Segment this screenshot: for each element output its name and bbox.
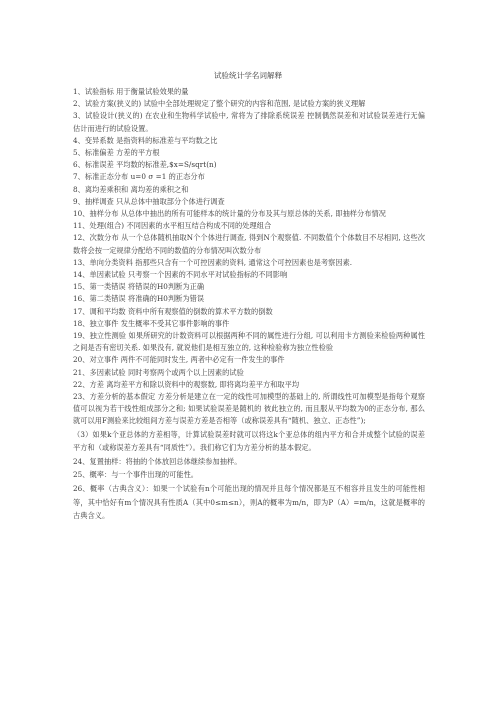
- paragraph-1: 1、试验指标 用于衡量试验效果的量: [73, 87, 189, 96]
- paragraph-23-3: （3）如果k个亚总体的方差相等，计算试验误差时就可以将这k个亚总体的组内平方和合并成整个试验的误差平方和（或称误差方差具有“同质性”）。我们称它们为方差分析的基本假定。: [73, 429, 425, 453]
- paragraph-4: 4、变异系数 是指资料的标准差与平均数之比: [73, 135, 218, 145]
- paragraph-15: 15、第一类错误 将错误的H0判断为正确: [73, 282, 205, 292]
- document-title: 试验统计学名词解释: [213, 71, 283, 80]
- paragraph-14: 14、单因素试验 只考察一个因素的不同水平对试验指标的不同影响: [73, 270, 288, 280]
- paragraph-12: 12、次数分布 从一个总体随机抽取N个个体进行调查, 得到N个观察值. 不同数值个个体数目不尽相同, 这些次数将会按一定规律分配给不同的数值的分布情况叫次数分布: [73, 233, 425, 255]
- paragraph-7: 7、标准正态分布 u=0 σ =1 的正态分布: [73, 172, 205, 182]
- paragraph-11: 11、处理(组合) 不同因素的水平相互结合构成不同的处理组合: [73, 221, 272, 231]
- paragraph-23: 23、方差分析的基本假定 方差分析是建立在一定的线性可加模型的基础上的, 所谓线性可加模型是指每个观察值可以视为若干线性组成部分之和; 如果试验误差是随机的 彼此独立的, 而且服从平均数为0的正态分布, 那么就可以用F测验来比较组间方差与误差方差是否相等（或称误差具有“随机、独立、正态性”);: [73, 392, 425, 426]
- paragraph-6: 6、标准误差 平均数的标准差,$x=S/sqrt(n): [73, 160, 217, 170]
- paragraph-17: 17、调和平均数 资料中所有观察值的倒数的算术平方数的倒数: [73, 306, 273, 316]
- paragraph-18: 18、独立事件 发生概率不受其它事件影响的事件: [73, 318, 230, 328]
- paragraph-2: 2、试验方案(狭义的) 试验中全部处理规定了整个研究的内容和范围, 是试验方案的狭义理解: [73, 99, 366, 109]
- paragraph-16: 16、第二类错误 将准确的H0判断为错误: [73, 294, 205, 304]
- paragraph-26: 26、概率（古典含义）：如果一个试验有n个可能出现的情况并且每个情况都是互不相容并且发生的可能性相等，其中恰好有m个情况具有性质A（其中0≤m≤n），则A的概率为m/n，即为P（A）=m/n，这就是概率的古典含义。: [73, 484, 425, 521]
- paragraph-9: 9、抽样调查 只从总体中抽取部分个体进行调查: [73, 196, 225, 206]
- paragraph-21: 21、多因素试验 同时考察两个或两个以上因素的试验: [73, 367, 244, 377]
- paragraph-5: 5、标准偏差 方差的平方根: [73, 148, 160, 158]
- paragraph-22: 22、方差 离均差平方和除以资料中的观察数, 即将离均差平方和取平均: [73, 379, 300, 389]
- document-body: [73, 86, 425, 523]
- paragraph-20: 20、对立事件 两件不可能同时发生, 两者中必定有一件发生的事件: [73, 355, 285, 365]
- paragraph-25: 25、概率：与一个事件出现的可能性。: [73, 470, 199, 480]
- paragraph-8: 8、离均差乘积和 离均差的乘积之和: [73, 184, 189, 194]
- paragraph-19: 19、独立性测验 如果所研究的计数资料可以根据两种不同的属性进行分组, 可以利用卡方测验来检验两种属性之间是否有密切关系. 如果没有, 就说他们是相互独立的, 这种检验称为独立性检验: [73, 331, 425, 353]
- paragraph-24: 24、复置抽样：将抽的个体放回总体继续参加抽样。: [73, 456, 242, 466]
- paragraph-10: 10、抽样分布 从总体中抽出的所有可能样本的统计量的分布及其与原总体的关系, 即抽样分布情况: [73, 209, 386, 219]
- paragraph-13: 13、单向分类资料 指那些只含有一个可控因素的资料, 通常这个可控因素也是考察因素.: [73, 257, 353, 267]
- paragraph-3: 3、试验设计(狭义的) 在农业和生物科学试验中, 常将为了排除系统误差 控制偶然误差和对试验误差进行无偏估计而进行的试验设置。: [73, 111, 425, 133]
